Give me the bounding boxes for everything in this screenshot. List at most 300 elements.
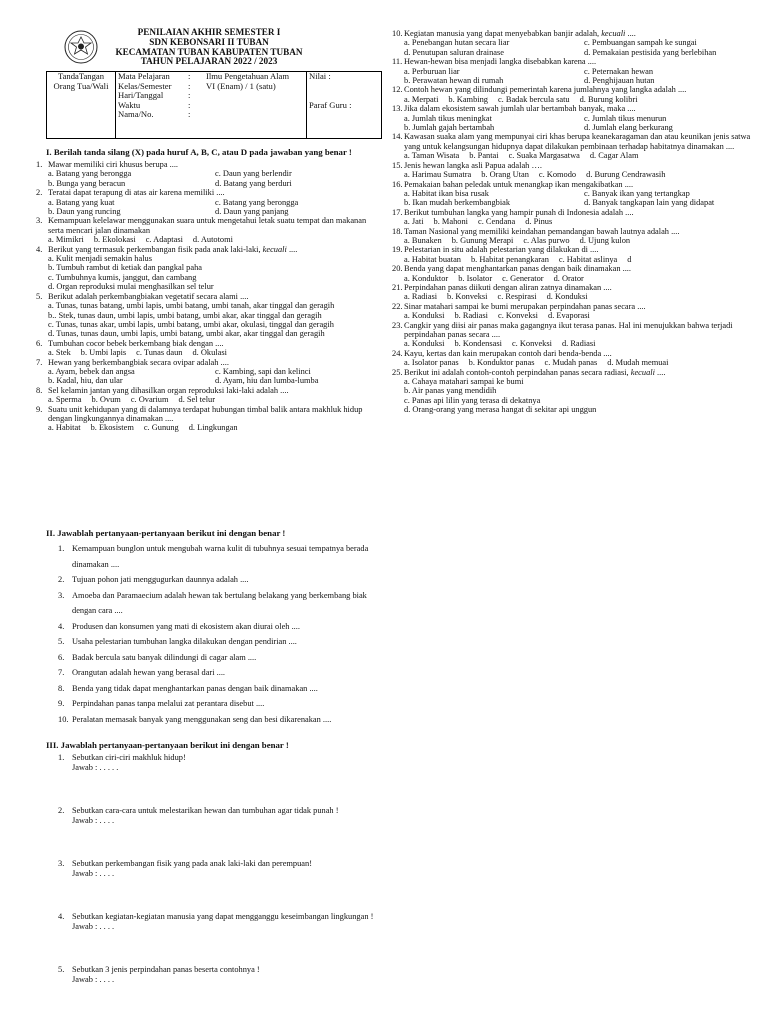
question-stem: Hewan yang berkembangbiak secara ovipar adalah .... — [48, 357, 229, 367]
answer-option[interactable]: c. Cendana — [477, 217, 516, 227]
answer-option[interactable]: c. Tunas, tunas akar, umbi lapis, umbi batang, umbi akar, okulasi, tinggal dan geragih — [48, 319, 334, 329]
header-line-3: KECAMATAN TUBAN KABUPATEN TUBAN — [115, 46, 303, 57]
answer-option[interactable]: b.. Stek, tunas daun, umbi lapis, umbi batang, umbi akar, akar tinggal dan geragih — [48, 310, 322, 320]
answer-option[interactable]: d. Penghijauan hutan — [584, 76, 655, 86]
question-text — [36, 216, 382, 235]
question-stem: Sebutkan 3 jenis perpindahan panas beserta contohnya ! — [72, 965, 260, 974]
question-number: 10. — [392, 29, 403, 38]
question-number: 1. — [36, 160, 43, 169]
question-number: 1. — [58, 753, 65, 762]
question-number: 7. — [58, 668, 65, 677]
answer-option[interactable]: b. Ikan mudah berkembangbiak — [404, 198, 511, 208]
answer-option[interactable]: d. Tunas, tunas daun, umbi lapis, umbi batang, umbi akar, akar tinggal dan geragih — [48, 329, 325, 339]
question-stem: Sebutkan perkembangan fisik yang pada anak laki-laki dan perempuan! — [72, 859, 312, 868]
section-2-title: II. Jawablah pertanyaan-pertanyaan berikut ini dengan benar ! — [46, 528, 286, 538]
answer-option[interactable]: b. Ekosistem — [90, 423, 134, 433]
essay-question — [46, 665, 376, 681]
answer-option[interactable]: c. Konveksi — [511, 339, 552, 349]
question-stem: Produsen dan konsumen yang mati di ekosistem akan diurai oleh .... — [72, 621, 300, 631]
answer-option[interactable]: c. Konveksi — [497, 311, 538, 321]
question-stem: Peralatan memasak banyak yang menggunakan seng dan besi dikarenakan .... — [72, 714, 332, 724]
question-stem: Mawar memiliki ciri khusus berupa .... — [48, 160, 179, 169]
answer-option[interactable]: d. Pemakaian pestisida yang berlebihan — [584, 47, 717, 57]
question-number: 2. — [36, 188, 43, 198]
question-text — [46, 859, 376, 869]
answer-option[interactable]: c. Gunung — [143, 423, 179, 433]
answer-option[interactable]: a. Isolator panas — [404, 358, 459, 368]
answer-option[interactable]: c. Generator — [502, 273, 544, 283]
answer-option[interactable]: d. Evaporasi — [548, 311, 590, 321]
question-emphasis: kecuali — [630, 367, 655, 377]
answer-option[interactable]: a. Cahaya matahari sampai ke bumi — [404, 377, 524, 387]
question-stem: Contoh hewan yang dilindungi pemerintah karena jumlahnya yang langka adalah .... — [404, 85, 687, 95]
answer-option[interactable]: b. Mahoni — [433, 217, 468, 227]
question-item — [36, 188, 382, 216]
question-item — [36, 386, 382, 405]
question-item — [392, 349, 764, 368]
answer-options — [36, 395, 382, 404]
question-text — [36, 386, 382, 395]
answer-option[interactable]: d. Burung Cendrawasih — [586, 170, 666, 180]
answer-option[interactable]: c. Badak bercula satu — [497, 94, 570, 104]
question-number: 25. — [392, 367, 403, 377]
info-row — [118, 110, 304, 120]
question-stem: Berikut yang termasuk perkembangan fisik pada anak laki-laki, — [48, 244, 263, 254]
question-number: 14. — [392, 132, 403, 142]
question-stem: Sebutkan ciri-ciri makhluk hidup! — [72, 753, 186, 762]
essay-question — [46, 588, 376, 619]
answer-options — [392, 255, 764, 264]
question-number: 8. — [58, 683, 65, 693]
question-item — [392, 368, 764, 415]
answer-option[interactable]: c. Komodo — [538, 170, 577, 180]
question-number: 2. — [58, 806, 65, 815]
answer-option[interactable]: c. Jumlah tikus menurun — [584, 113, 667, 123]
question-number: 12. — [392, 85, 403, 95]
question-text — [36, 339, 382, 348]
question-number: 3. — [36, 216, 43, 226]
exam-header — [36, 28, 382, 67]
info-label: Kelas/Semester — [118, 80, 172, 91]
answer-option[interactable]: b. Pantai — [469, 151, 499, 161]
question-text — [392, 368, 764, 377]
info-value[interactable] — [206, 110, 304, 120]
answer-option[interactable]: b. Ekolokasi — [93, 235, 136, 245]
info-fields — [116, 72, 307, 139]
question-number: 8. — [36, 385, 43, 395]
question-text — [46, 965, 376, 975]
answer-option[interactable]: d. Penutupan saluran drainase — [404, 47, 505, 57]
answer-option[interactable]: b. Radiasi — [454, 311, 488, 321]
answer-option[interactable]: d. Radiasi — [561, 339, 596, 349]
answer-option[interactable]: b. Kadal, hiu, dan ular — [48, 376, 123, 386]
question-tail: .... — [286, 244, 298, 254]
question-stem: Badak bercula satu banyak dilindungi di cagar alam .... — [72, 652, 257, 662]
section-1-title: I. Berilah tanda silang (X) pada huruf A, B, C, atau D pada jawaban yang benar ! — [46, 147, 352, 157]
answer-option[interactable]: b. Konveksi — [447, 292, 488, 302]
question-stem: Tumbuhan cocor bebek berkembang biak dengan .... — [48, 338, 224, 348]
question-stem: Berikut ini adalah contoh-contoh perpindahan panas secara radiasi, — [404, 367, 631, 377]
answer-option[interactable]: b. Daun yang runcing — [48, 207, 121, 217]
question-stem: Orangutan adalah hewan yang berasal dari .... — [72, 668, 226, 677]
answer-options — [36, 254, 382, 292]
question-number: 4. — [58, 912, 65, 921]
section-1-right — [392, 29, 764, 415]
header-line-2: SDN KEBONSARI II TUBAN — [149, 36, 269, 47]
essay-question — [46, 650, 376, 666]
short-answer-item — [46, 753, 376, 806]
header-line-4: TAHUN PELAJARAN 2022 / 2023 — [140, 56, 278, 67]
question-item — [392, 208, 764, 227]
section-1-left — [36, 147, 382, 433]
question-stem: Kawasan suaka alam yang mempunyai ciri khas berupa keanekaragaman dan atau keunikan jenis satwa yang untuk kelangsungan hidupnya dapat dilakukan pembinaan terhadap habitatnya dinamakan .... — [404, 132, 751, 151]
answer-option[interactable]: a. Habitat buatan — [404, 254, 461, 264]
question-tail: .... — [625, 29, 636, 38]
info-colon: : — [188, 109, 191, 120]
answer-option[interactable]: c. Suaka Margasatwa — [508, 151, 580, 161]
question-item — [392, 161, 764, 180]
question-item — [36, 160, 382, 188]
question-item — [392, 245, 764, 264]
answer-options — [36, 367, 382, 386]
question-item — [36, 339, 382, 358]
answer-option[interactable]: b. Jumlah gajah bertambah — [404, 123, 495, 133]
answer-option[interactable]: b. Konduktor panas — [468, 358, 535, 368]
answer-line[interactable]: Jawab : . . . . — [72, 868, 115, 878]
question-text — [392, 245, 764, 254]
answer-option[interactable]: c. Panas api lilin yang terasa di dekatnya — [404, 395, 541, 405]
question-item — [392, 85, 764, 104]
answer-option[interactable]: d. Lingkungan — [188, 423, 238, 433]
info-row — [118, 91, 304, 101]
question-number: 7. — [36, 357, 43, 367]
answer-option[interactable]: b. Air panas yang mendidih — [404, 386, 497, 396]
question-number: 4. — [36, 244, 43, 254]
question-stem: Sebutkan kegiatan-kegiatan manusia yang dapat mengganggu keseimbangan lingkungan ! — [72, 912, 374, 921]
answer-option[interactable]: d. Jumlah elang berkurang — [584, 123, 673, 133]
answer-option[interactable]: a. Stek — [48, 348, 71, 358]
answer-option[interactable]: d. Sel telur — [178, 395, 216, 405]
question-stem: Teratai dapat terapung di atas air karena memiliki .... — [48, 188, 225, 198]
answer-option[interactable]: d. Orang-orang yang merasa hangat di sekitar api unggun — [404, 405, 597, 415]
question-number: 20. — [392, 264, 403, 274]
question-item — [392, 29, 764, 57]
question-number: 13. — [392, 104, 403, 114]
section-3 — [46, 740, 376, 1018]
essay-question — [46, 572, 376, 588]
question-item — [392, 104, 764, 132]
question-text — [392, 132, 764, 151]
question-stem: Usaha pelestarian tumbuhan langka dilakukan dengan pendirian .... — [72, 637, 297, 646]
question-text — [392, 264, 764, 273]
answer-option[interactable]: b. Habitat penangkaran — [470, 254, 549, 264]
question-stem: Pemakaian bahan peledak untuk menangkap ikan mengakibatkan .... — [404, 179, 634, 189]
question-item — [36, 358, 382, 386]
question-item — [392, 180, 764, 208]
question-text — [392, 349, 764, 358]
essay-question — [46, 634, 376, 650]
question-number: 5. — [58, 965, 65, 974]
question-emphasis: kecuali — [601, 29, 626, 38]
header-line-1: PENILAIAN AKHIR SEMESTER I — [137, 27, 281, 37]
answer-options — [392, 358, 764, 367]
question-stem: Tujuan pohon jati menggugurkan daunnya adalah .... — [72, 575, 249, 584]
answer-options — [36, 169, 382, 188]
question-text — [392, 302, 764, 311]
info-colon: : — [188, 99, 191, 110]
answer-option[interactable]: b. Kambing — [448, 94, 488, 104]
question-number: 6. — [58, 652, 65, 662]
question-number: 11. — [392, 57, 403, 67]
question-item — [392, 57, 764, 85]
question-number: 9. — [36, 404, 43, 414]
answer-option[interactable]: c. Respirasi — [497, 292, 537, 302]
essay-question — [46, 712, 376, 728]
question-stem: Berikut adalah perkembangbiakan vegetatif secara alami .... — [48, 291, 249, 301]
answer-option[interactable]: a. Ayam, bebek dan angsa — [48, 366, 135, 376]
question-stem: Kemampuan kelelawar menggunakan suara untuk mengetahui letak suatu tempat dan makanan serta mencari jalan dinamakan — [48, 216, 367, 235]
question-text — [392, 283, 764, 292]
answer-option[interactable]: a. Batang yang kuat — [48, 197, 115, 207]
question-number: 21. — [392, 282, 403, 292]
answer-option[interactable]: a. Sperma — [48, 395, 82, 405]
answer-option[interactable]: c. Batang yang berongga — [215, 197, 299, 207]
section-3-title: III. Jawablah pertanyaan-pertanyaan berikut ini dengan benar ! — [46, 740, 289, 750]
question-number: 15. — [392, 160, 403, 170]
question-text — [36, 188, 382, 197]
question-stem: Suatu unit kehidupan yang di dalamnya terdapat hubungan timbal balik antara makhluk hidup dengan lingkungannya dinamakan .... — [48, 404, 363, 423]
question-item — [392, 321, 764, 349]
answer-option[interactable]: d — [627, 254, 632, 264]
question-item — [392, 132, 764, 160]
question-stem: Kayu, kertas dan kain merupakan contoh dari benda-benda .... — [404, 348, 612, 358]
question-stem: Hewan-hewan bisa menjadi langka disebabkan karena .... — [404, 57, 597, 67]
question-number: 2. — [58, 575, 65, 584]
question-item — [392, 227, 764, 246]
question-stem: Jenis hewan langka asli Papua adalah …. — [404, 160, 542, 170]
answer-option[interactable]: b. Ovum — [91, 395, 121, 405]
question-text — [36, 245, 382, 254]
question-stem: Cangkir yang diisi air panas maka gagangnya ikut terasa panas. Hal ini menujukkan bahwa terjadi perpindahan panas secara .... — [404, 320, 733, 339]
answer-option[interactable]: c. Kambing, sapi dan kelinci — [215, 366, 311, 376]
question-number: 3. — [58, 859, 65, 868]
question-item — [392, 283, 764, 302]
section-2 — [46, 528, 376, 727]
short-answer-item — [46, 806, 376, 859]
question-number: 5. — [36, 291, 43, 301]
answer-option[interactable]: d. Organ reproduksi mulai menghasilkan sel telur — [48, 282, 214, 292]
answer-option[interactable]: d. Autotomi — [192, 235, 233, 245]
question-number: 24. — [392, 348, 403, 358]
answer-option[interactable]: b. Perawatan hewan di rumah — [404, 76, 504, 86]
question-stem: Sel kelamin jantan yang dihasilkan organ reproduksi laki-laki adalah .... — [48, 385, 289, 395]
info-colon: : — [188, 80, 191, 91]
answer-option[interactable]: d. Pinus — [525, 217, 553, 227]
answer-line[interactable]: Jawab : . . . . — [72, 974, 115, 984]
question-stem: Sebutkan cara-cara untuk melestarikan hewan dan tumbuhan agar tidak punah ! — [72, 806, 339, 815]
short-answer-item — [46, 965, 376, 1018]
info-value[interactable]: VI (Enam) / 1 (satu) — [206, 80, 276, 91]
answer-option[interactable]: d. Orator — [553, 273, 584, 283]
question-stem: Perpindahan panas diikuti dengan aliran zatnya dinamakan .... — [404, 282, 612, 292]
answer-option[interactable]: b. Tumbuh rambut di ketiak dan pangkal paha — [48, 263, 202, 273]
question-emphasis: kecuali — [262, 244, 287, 254]
answer-options — [392, 114, 764, 133]
answer-options — [36, 198, 382, 217]
answer-option[interactable]: a. Taman Wisata — [404, 151, 460, 161]
info-value[interactable] — [206, 101, 304, 111]
essay-question — [46, 681, 376, 697]
question-text — [36, 160, 382, 169]
answer-option[interactable]: b. Orang Utan — [481, 170, 529, 180]
answer-option[interactable]: d. Cagar Alam — [589, 151, 639, 161]
question-number: 22. — [392, 301, 403, 311]
answer-options — [36, 423, 382, 432]
answer-option[interactable]: b. Umbi lapis — [80, 348, 127, 358]
answer-options — [392, 151, 764, 160]
question-text — [36, 292, 382, 301]
answer-line[interactable]: Jawab : . . . . — [72, 815, 115, 825]
answer-option[interactable]: c. Habitat aslinya — [558, 254, 618, 264]
answer-option[interactable]: c. Daun yang berlendir — [215, 169, 292, 179]
answer-line[interactable]: Jawab : . . . . — [72, 921, 115, 931]
answer-option[interactable]: a. Tunas, tunas batang, umbi lapis, umbi batang, umbi tanah, akar tinggal dan geragih — [48, 301, 335, 311]
answer-option[interactable]: a. Harimau Sumatra — [404, 170, 472, 180]
answer-option[interactable]: d. Batang yang berduri — [215, 178, 292, 188]
answer-option[interactable]: d. Daun yang panjang — [215, 207, 289, 217]
answer-option[interactable]: d. Ujung kulon — [579, 235, 631, 245]
answer-option[interactable]: a. Habitat ikan bisa rusak — [404, 188, 489, 198]
answer-option[interactable]: a. Jumlah tikus meningkat — [404, 113, 492, 123]
paraf-guru-label: Paraf Guru : — [309, 99, 352, 110]
question-number: 1. — [58, 544, 65, 553]
answer-options — [392, 311, 764, 320]
question-text — [36, 405, 382, 424]
answer-options — [392, 95, 764, 104]
answer-option[interactable]: c. Tunas daun — [136, 348, 183, 358]
answer-option[interactable]: c. Peternakan hewan — [584, 66, 654, 76]
answer-option[interactable]: b. Gunung Merapi — [451, 235, 514, 245]
answer-option[interactable]: d. Konduksi — [546, 292, 588, 302]
question-text — [392, 29, 764, 38]
question-number: 16. — [392, 179, 403, 189]
answer-option[interactable]: c. Alas purwo — [523, 235, 570, 245]
short-answer-item — [46, 859, 376, 912]
answer-option[interactable]: a. Konduksi — [404, 311, 445, 321]
answer-option[interactable]: c. Mudah panas — [544, 358, 598, 368]
answer-option[interactable]: a. Habitat — [48, 423, 81, 433]
answer-option[interactable]: b. Isolator — [458, 273, 493, 283]
question-text — [392, 321, 764, 340]
answer-option[interactable]: d. Banyak tangkapan lain yang didapat — [584, 198, 715, 208]
question-text — [392, 85, 764, 94]
answer-option[interactable]: b. Bunga yang beracun — [48, 178, 126, 188]
question-number: 19. — [392, 245, 403, 255]
info-colon: : — [188, 71, 191, 81]
essay-question — [46, 541, 376, 572]
question-item — [392, 302, 764, 321]
short-answer-item — [46, 912, 376, 965]
grade-cell — [307, 72, 382, 139]
info-colon: : — [188, 90, 191, 101]
question-stem: Amoeba dan Paramaecium adalah hewan tak bertulang belakang yang berkembang biak dengan cara .... — [72, 590, 367, 615]
answer-option[interactable]: c. Ovarium — [130, 395, 169, 405]
answer-options — [36, 301, 382, 339]
answer-option[interactable]: a. Konduktor — [404, 273, 449, 283]
answer-option[interactable]: b. Kondensasi — [454, 339, 502, 349]
answer-option[interactable]: a. Penebangan hutan secara liar — [404, 38, 510, 48]
question-stem: Kemampuan bunglon untuk mengubah warna kulit di tubuhnya sesuai tempatnya berada dinamakan .... — [72, 544, 369, 569]
info-value[interactable]: Ilmu Pengetahuan Alam — [206, 71, 290, 81]
answer-options — [36, 235, 382, 244]
info-label: Mata Pelajaran — [118, 71, 170, 81]
question-text — [36, 358, 382, 367]
question-number: 6. — [36, 338, 43, 348]
answer-option[interactable]: a. Jati — [404, 217, 424, 227]
question-item — [36, 292, 382, 339]
question-number: 9. — [58, 699, 65, 708]
info-label: Hari/Tanggal — [118, 90, 164, 101]
question-text — [392, 57, 764, 66]
answer-line[interactable]: Jawab : . . . . . — [72, 762, 119, 772]
answer-option[interactable]: a. Merpati — [404, 94, 439, 104]
question-stem: Benda yang dapat menghantarkan panas dengan baik dinamakan .... — [404, 264, 631, 274]
answer-options — [392, 189, 764, 208]
answer-option[interactable]: c. Tumbuhnya kumis, janggut, dan cambang — [48, 272, 197, 282]
student-info-table — [46, 71, 382, 139]
info-value[interactable] — [206, 91, 304, 101]
nilai-label: Nilai : — [309, 71, 331, 81]
answer-option[interactable]: c. Adaptasi — [145, 235, 183, 245]
answer-option[interactable]: a. Radiasi — [404, 292, 438, 302]
question-text — [392, 161, 764, 170]
answer-option[interactable]: a. Bunaken — [404, 235, 442, 245]
parent-signature-cell[interactable]: TandaTangan Orang Tua/Wali — [47, 72, 116, 139]
question-stem: Sinar matahari sampai ke bumi merupakan perpindahan panas secara .... — [404, 301, 646, 311]
answer-option[interactable]: d. Burung kolibri — [579, 94, 638, 104]
question-text — [392, 180, 764, 189]
question-stem: Taman Nasional yang memiliki keindahan pemandangan bawah lautnya adalah .... — [404, 226, 680, 236]
answer-options — [392, 236, 764, 245]
answer-option[interactable]: a. Mimikri — [48, 235, 84, 245]
question-number: 5. — [58, 637, 65, 646]
question-item — [392, 264, 764, 283]
question-number: 10. — [58, 714, 69, 724]
answer-option[interactable]: d. Ayam, hiu dan lumba-lumba — [215, 376, 319, 386]
answer-option[interactable]: c. Banyak ikan yang tertangkap — [584, 188, 690, 198]
answer-option[interactable]: d. Okulasi — [192, 348, 227, 358]
question-text — [46, 806, 376, 816]
question-item — [36, 245, 382, 292]
essay-question — [46, 696, 376, 712]
answer-option[interactable]: a. Batang yang berongga — [48, 169, 132, 179]
answer-option[interactable]: a. Perburuan liar — [404, 66, 460, 76]
answer-option[interactable]: c. Pembuangan sampah ke sungai — [584, 38, 697, 48]
answer-option[interactable]: a. Konduksi — [404, 339, 445, 349]
question-stem: Berikut tumbuhan langka yang hampir punah di Indonesia adalah .... — [404, 207, 634, 217]
question-text — [392, 104, 764, 113]
answer-option[interactable]: a. Kulit menjadi semakin halus — [48, 254, 152, 264]
answer-options — [392, 38, 764, 57]
answer-options — [392, 292, 764, 301]
answer-options — [392, 274, 764, 283]
answer-option[interactable]: d. Mudah memuai — [607, 358, 669, 368]
question-number: 18. — [392, 226, 403, 236]
question-tail: .... — [654, 367, 666, 377]
question-number: 17. — [392, 207, 403, 217]
question-stem: Perpindahan panas tanpa melalui zat perantara disebut .... — [72, 699, 265, 708]
essay-question — [46, 619, 376, 635]
